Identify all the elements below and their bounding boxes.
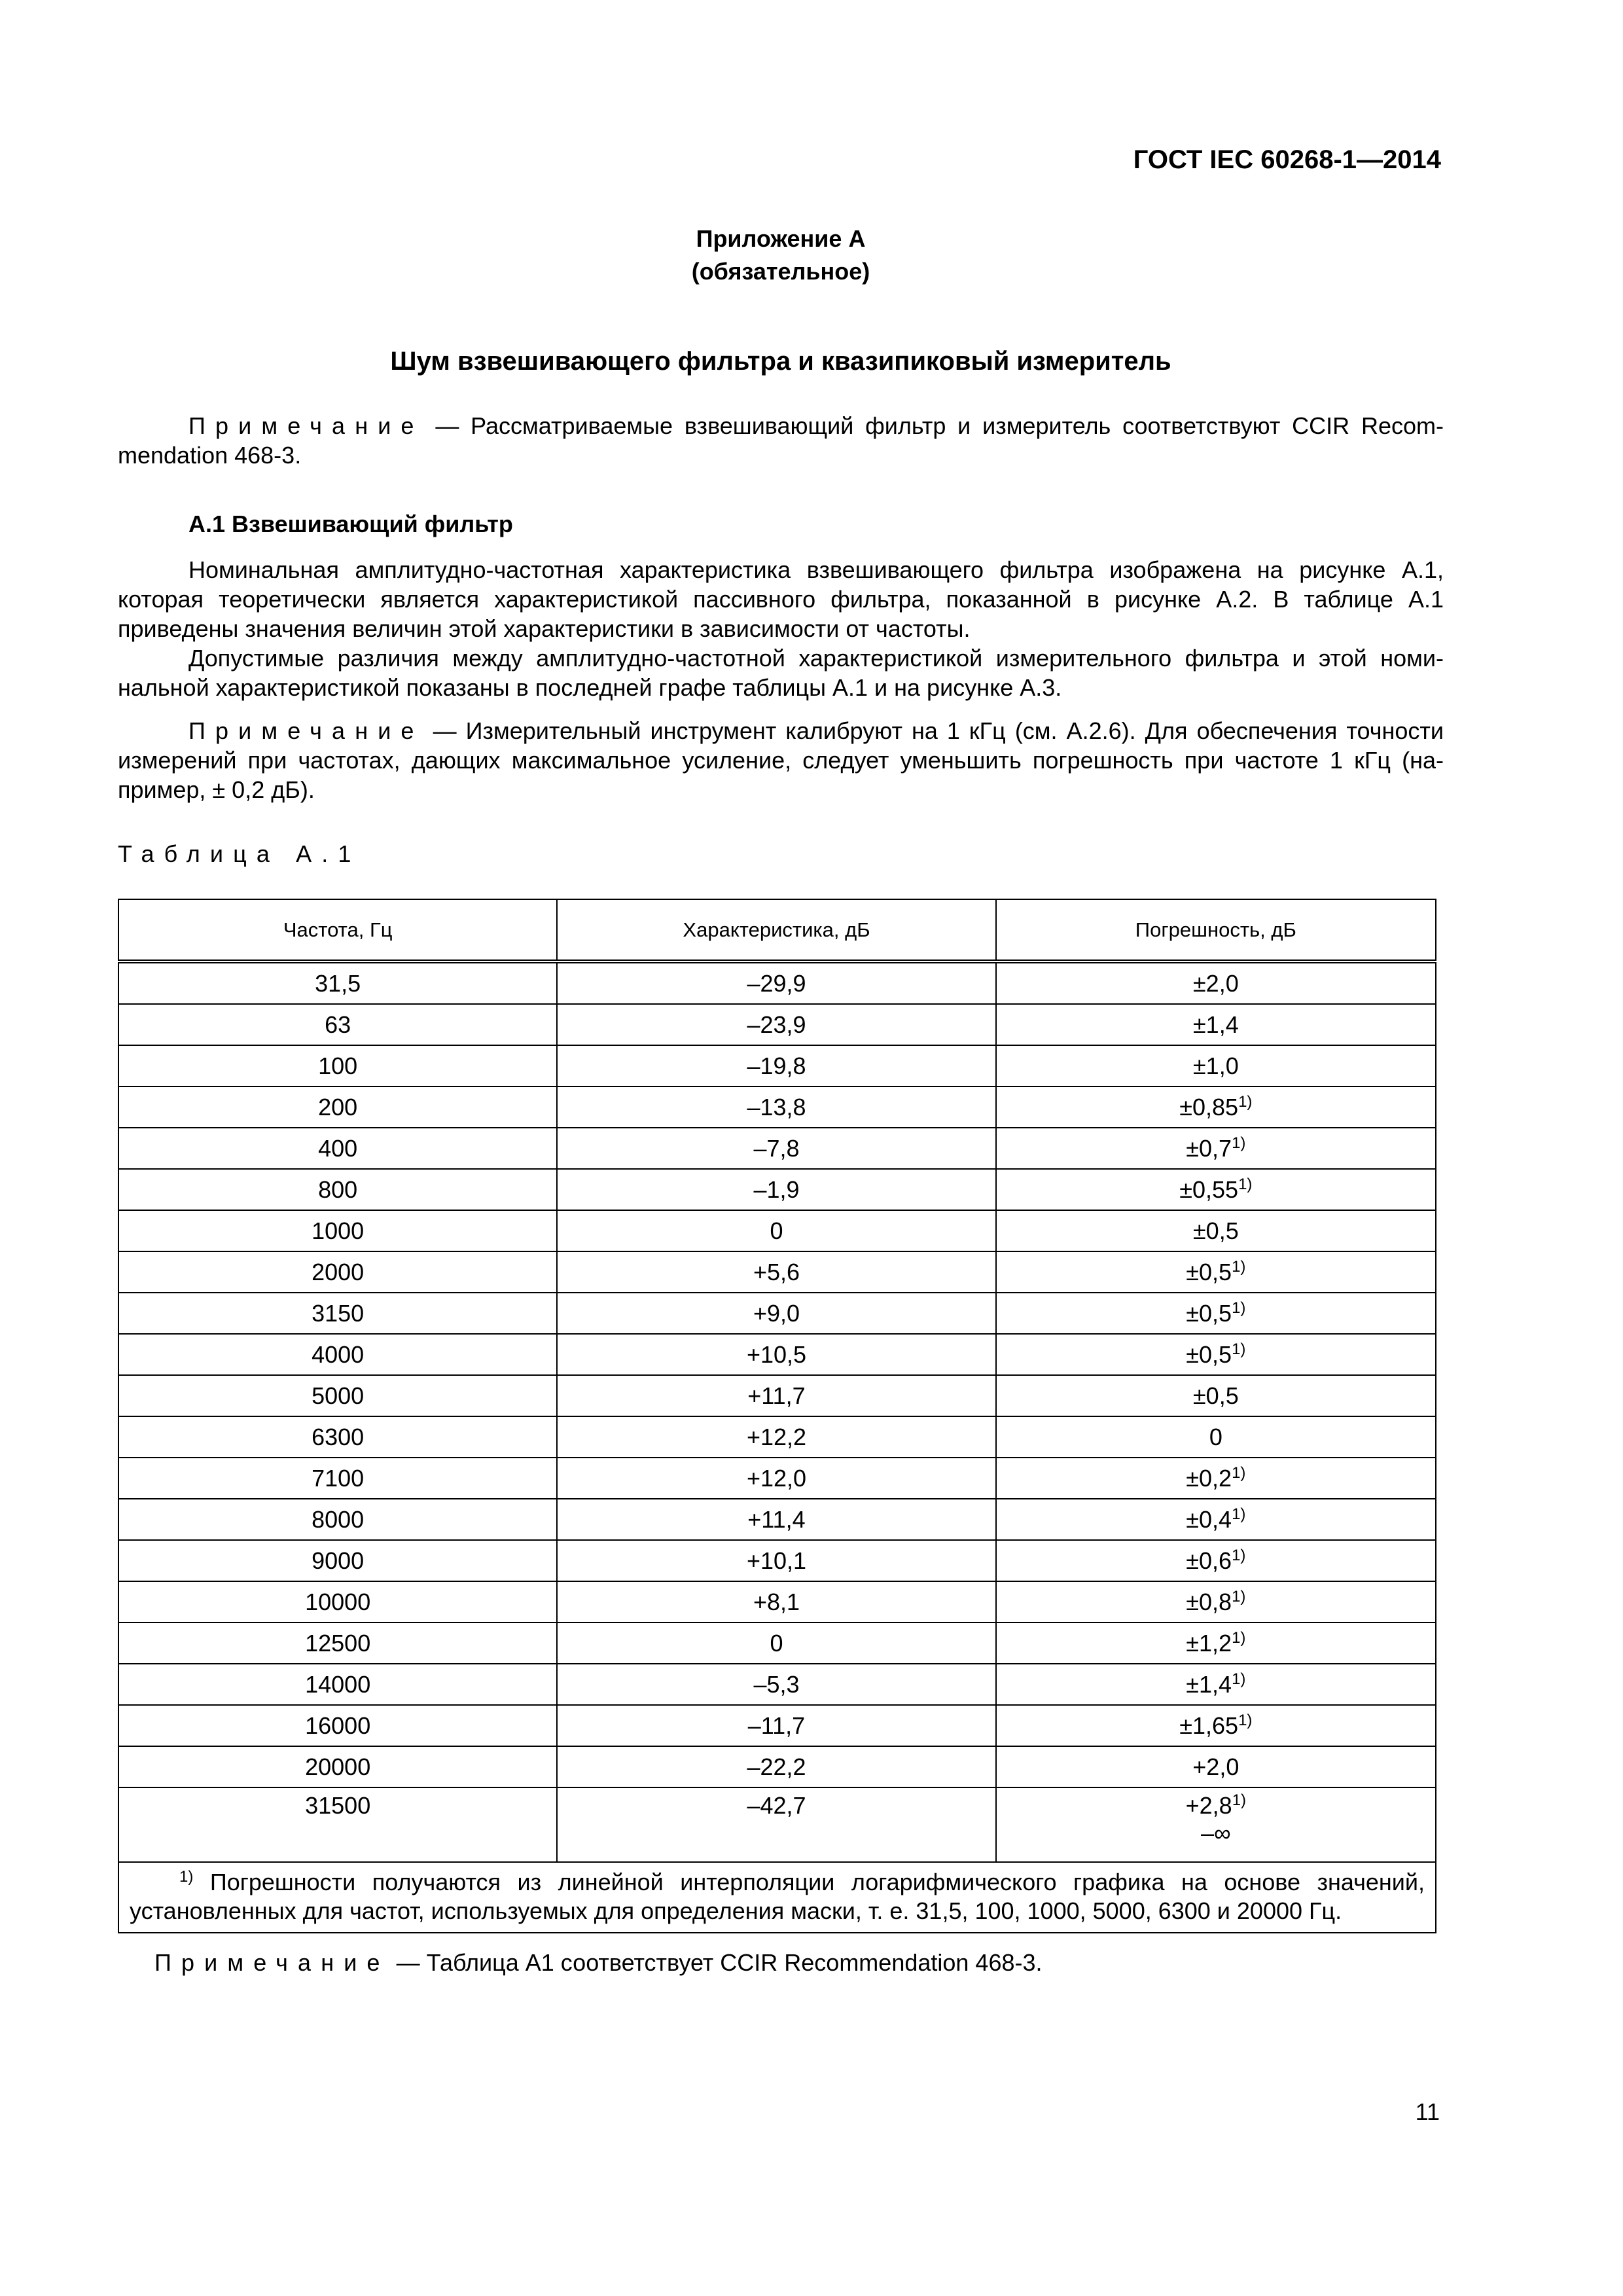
cell-frequency: 20000 [118, 1746, 557, 1787]
table-row [118, 1416, 1436, 1458]
tolerance-value: ±0,5 [1186, 1340, 1232, 1368]
paragraph-2: Допустимые различия между амплитудно-частотной характеристикой измерительного фильтра и этой номи-нальной характеристикой показаны в последней графе таблицы А.1 и на рисунке А.3. [118, 645, 1444, 701]
cell-characteristic: +12,0 [557, 1458, 995, 1499]
tolerance-value: ±0,5 [1192, 1382, 1239, 1409]
footnote-ref: 1) [1232, 1463, 1246, 1482]
note-3-label: Примечание [154, 1949, 390, 1976]
cell-frequency: 16000 [118, 1705, 557, 1746]
table-row [118, 1664, 1436, 1705]
cell-frequency: 3150 [118, 1293, 557, 1334]
table-footnote-row [118, 1862, 1436, 1933]
cell-tolerance [996, 961, 1436, 1004]
tolerance-value: ±0,6 [1186, 1547, 1232, 1574]
cell-characteristic: +8,1 [557, 1581, 995, 1623]
cell-characteristic: –5,3 [557, 1664, 995, 1705]
cell-characteristic: +9,0 [557, 1293, 995, 1334]
cell-frequency: 4000 [118, 1334, 557, 1375]
cell-frequency: 8000 [118, 1499, 557, 1540]
cell-frequency: 31,5 [118, 961, 557, 1004]
cell-tolerance [996, 1499, 1436, 1540]
cell-characteristic: –7,8 [557, 1128, 995, 1169]
tolerance-value: ±1,0 [1192, 1052, 1239, 1079]
cell-characteristic: –1,9 [557, 1169, 995, 1210]
cell-tolerance [996, 1705, 1436, 1746]
footnote-ref: 1) [1232, 1546, 1246, 1564]
tolerance-line-2: –∞ [1200, 1820, 1231, 1846]
tolerance-value: ±2,0 [1192, 969, 1239, 997]
cell-characteristic: –23,9 [557, 1004, 995, 1045]
paragraph-1: Номинальная амплитудно-частотная характеристика взвешивающего фильтра изображена на рисунке А.1, которая теоретически является характеристикой пассивного фильтра, показанной в рисунке А.2. В таблице А.1 приведены значения величин этой характеристики в зависимости от частоты. [118, 556, 1444, 642]
footnote-ref: 1) [1238, 1092, 1253, 1111]
table-row [118, 1086, 1436, 1128]
cell-frequency: 14000 [118, 1664, 557, 1705]
cell-tolerance [996, 1128, 1436, 1169]
footnote-ref: 1) [1232, 1505, 1246, 1523]
table-row [118, 1787, 1436, 1862]
cell-characteristic: 0 [557, 1210, 995, 1251]
cell-tolerance [996, 1169, 1436, 1210]
table-row [118, 1458, 1436, 1499]
cell-characteristic: –42,7 [557, 1787, 995, 1862]
cell-characteristic: –11,7 [557, 1705, 995, 1746]
table-row [118, 1210, 1436, 1251]
footnote-marker: 1) [179, 1868, 194, 1886]
cell-frequency: 5000 [118, 1375, 557, 1416]
tolerance-value: ±1,4 [1192, 1011, 1239, 1038]
tolerance-value: ±0,2 [1186, 1464, 1232, 1492]
table-body [118, 961, 1436, 1933]
cell-tolerance [996, 1293, 1436, 1334]
cell-frequency: 1000 [118, 1210, 557, 1251]
cell-frequency: 2000 [118, 1251, 557, 1293]
footnote-text-block [130, 1868, 1425, 1926]
appendix-status: (обязательное) [691, 258, 870, 285]
table-row [118, 1251, 1436, 1293]
header-characteristic: Характеристика, дБ [557, 899, 995, 961]
header-frequency: Частота, Гц [118, 899, 557, 961]
table-row [118, 1169, 1436, 1210]
tolerance-line-1 [997, 1792, 1435, 1820]
cell-tolerance [996, 1416, 1436, 1458]
cell-characteristic: +5,6 [557, 1251, 995, 1293]
table-row [118, 1540, 1436, 1581]
footnote-ref: 1) [1232, 1670, 1246, 1688]
cell-tolerance [996, 1334, 1436, 1375]
cell-tolerance [996, 1623, 1436, 1664]
appendix-heading [118, 223, 1444, 288]
body-paragraphs [118, 555, 1444, 702]
footnote-ref: 1) [1238, 1711, 1253, 1729]
cell-characteristic: +11,4 [557, 1499, 995, 1540]
cell-tolerance [996, 1086, 1436, 1128]
cell-frequency: 800 [118, 1169, 557, 1210]
footnote-ref: 1) [1232, 1791, 1247, 1809]
cell-tolerance [996, 1746, 1436, 1787]
appendix-title: Приложение А [696, 225, 866, 252]
cell-tolerance [996, 1045, 1436, 1086]
tolerance-value: 0 [1209, 1423, 1222, 1450]
frequency-response-table [118, 899, 1436, 1933]
cell-frequency: 10000 [118, 1581, 557, 1623]
tolerance-value: ±0,5 [1186, 1258, 1232, 1285]
cell-frequency: 100 [118, 1045, 557, 1086]
footnote-ref: 1) [1232, 1587, 1246, 1605]
table-row [118, 1581, 1436, 1623]
tolerance-value: ±0,8 [1186, 1588, 1232, 1615]
cell-characteristic: +10,5 [557, 1334, 995, 1375]
footnote-ref: 1) [1232, 1257, 1246, 1276]
cell-characteristic: 0 [557, 1623, 995, 1664]
cell-tolerance [996, 1210, 1436, 1251]
note-3-text: — Таблица А1 соответствует CCIR Recommendation 468-3. [389, 1949, 1043, 1976]
tolerance-value: ±0,55 [1179, 1175, 1239, 1203]
cell-frequency: 9000 [118, 1540, 557, 1581]
cell-characteristic: +12,2 [557, 1416, 995, 1458]
table-row [118, 1004, 1436, 1045]
note-2 [118, 716, 1444, 804]
cell-tolerance [996, 1540, 1436, 1581]
note-2-text: — Измерительный инструмент калибруют на 1 кГц (см. А.2.6). Для обеспечения точности измерений при частотах, дающих максимальное усиление, следует уменьшить погрешность при частоте 1 кГц (на-пример, ± 0,2 дБ). [118, 717, 1444, 803]
tolerance-value: ±1,4 [1186, 1670, 1232, 1698]
footnote-text: Погрешности получаются из линейной интерполяции логарифмического графика на основе значений, установленных для частот, используемых для определения маски, т. е. 31,5, 100, 1000, 5000, 6300 и 20000 Гц. [130, 1869, 1425, 1924]
cell-characteristic: +11,7 [557, 1375, 995, 1416]
tolerance-value: ±0,7 [1186, 1134, 1232, 1162]
cell-tolerance [996, 1787, 1436, 1862]
note-1-text: — Рассматриваемые взвешивающий фильтр и измеритель соответствуют CCIR Recom-mendation 468-3. [118, 412, 1444, 469]
cell-characteristic: –29,9 [557, 961, 995, 1004]
tolerance-value: +2,0 [1192, 1753, 1240, 1780]
table-row [118, 1293, 1436, 1334]
note-3 [154, 1949, 1043, 1977]
cell-frequency: 400 [118, 1128, 557, 1169]
cell-frequency: 7100 [118, 1458, 557, 1499]
footnote-ref: 1) [1232, 1628, 1246, 1647]
table-row [118, 1045, 1436, 1086]
table-header-row [118, 899, 1436, 961]
cell-tolerance [996, 1251, 1436, 1293]
note-1-label: Примечание [188, 412, 424, 439]
table-row [118, 1499, 1436, 1540]
table-row [118, 961, 1436, 1004]
tolerance-value: ±0,5 [1186, 1299, 1232, 1327]
table-row [118, 1334, 1436, 1375]
table-footnote [118, 1862, 1436, 1933]
page-number: 11 [1415, 2098, 1440, 2125]
cell-tolerance [996, 1664, 1436, 1705]
tolerance-value: ±0,5 [1192, 1217, 1239, 1244]
footnote-ref: 1) [1232, 1134, 1246, 1152]
footnote-ref: 1) [1238, 1175, 1253, 1193]
note-2-label: Примечание [188, 717, 424, 744]
cell-tolerance [996, 1004, 1436, 1045]
tolerance-value: ±0,85 [1179, 1093, 1239, 1121]
header-tolerance: Погрешность, дБ [996, 899, 1436, 961]
table-row [118, 1746, 1436, 1787]
footnote-ref: 1) [1232, 1340, 1246, 1358]
note-1 [118, 411, 1444, 470]
table-caption: Таблица А.1 [118, 840, 361, 867]
cell-tolerance [996, 1375, 1436, 1416]
section-title: Шум взвешивающего фильтра и квазипиковый измеритель [390, 347, 1171, 376]
tolerance-value: ±1,2 [1186, 1629, 1232, 1657]
cell-frequency: 6300 [118, 1416, 557, 1458]
tolerance-value: ±1,65 [1179, 1712, 1239, 1739]
cell-tolerance [996, 1581, 1436, 1623]
table-row [118, 1375, 1436, 1416]
subsection-heading: А.1 Взвешивающий фильтр [188, 511, 513, 537]
cell-characteristic: –19,8 [557, 1045, 995, 1086]
footnote-ref: 1) [1232, 1299, 1246, 1317]
cell-frequency: 63 [118, 1004, 557, 1045]
table-row [118, 1128, 1436, 1169]
standard-designation: ГОСТ IEC 60268-1—2014 [1133, 145, 1441, 174]
cell-characteristic: +10,1 [557, 1540, 995, 1581]
tolerance-value: ±0,4 [1186, 1505, 1232, 1533]
cell-frequency: 12500 [118, 1623, 557, 1664]
cell-frequency: 200 [118, 1086, 557, 1128]
cell-characteristic: –13,8 [557, 1086, 995, 1128]
cell-characteristic: –22,2 [557, 1746, 995, 1787]
table-row [118, 1623, 1436, 1664]
table-row [118, 1705, 1436, 1746]
cell-tolerance [996, 1458, 1436, 1499]
cell-frequency: 31500 [118, 1787, 557, 1862]
tolerance-value: +2,8 [1185, 1792, 1232, 1819]
